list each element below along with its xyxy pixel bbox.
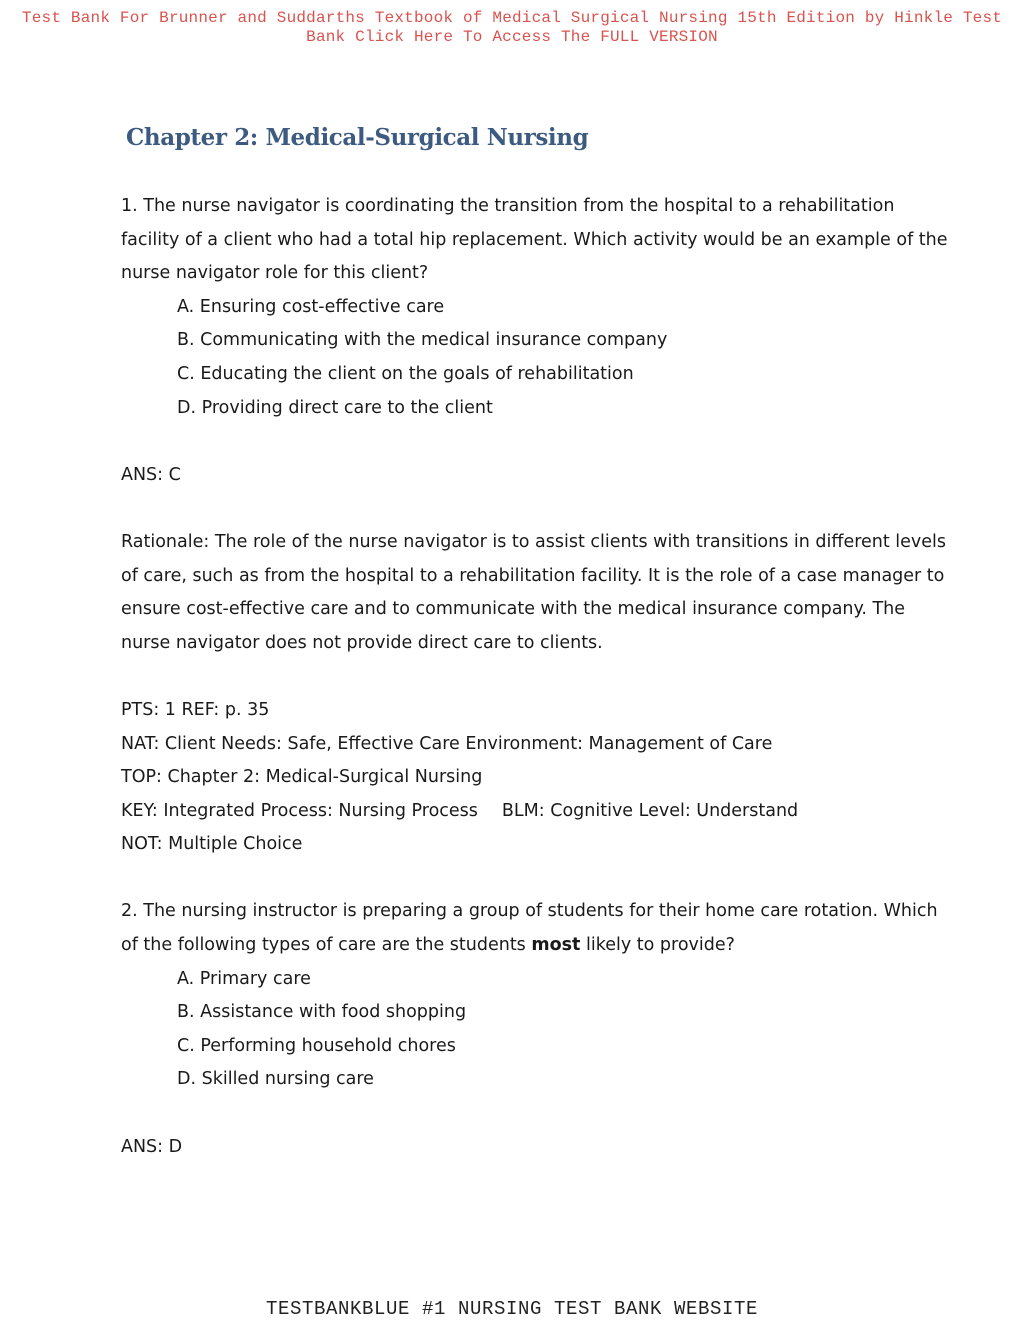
- question-2: [121, 895, 951, 1164]
- q2-option-d: D. Skilled nursing care: [177, 1069, 374, 1090]
- q2-option-b: B. Assistance with food shopping: [177, 1002, 467, 1023]
- q1-nat: NAT: Client Needs: Safe, Effective Care Environment: Management of Care: [121, 733, 773, 754]
- question-2-stem: [121, 895, 951, 962]
- header-access-link[interactable]: Test Bank For Brunner and Suddarths Textbook of Medical Surgical Nursing 15th Edition by Hinkle Test Bank Click Here To Access The FULL VERSION: [21, 9, 1003, 46]
- q1-key: KEY: Integrated Process: Nursing Process: [121, 800, 478, 821]
- q1-top: TOP: Chapter 2: Medical-Surgical Nursing: [121, 767, 483, 788]
- q1-option-a: A. Ensuring cost-effective care: [177, 296, 445, 317]
- q1-option-d: D. Providing direct care to the client: [177, 397, 493, 418]
- footer-text: TESTBANKBLUE #1 NURSING TEST BANK WEBSITE: [265, 1298, 759, 1320]
- q2-option-a: A. Primary care: [177, 968, 311, 989]
- q1-option-c: C. Educating the client on the goals of rehabilitation: [177, 363, 634, 384]
- q1-pts-ref: PTS: 1 REF: p. 35: [121, 699, 270, 720]
- question-1-stem: 1. The nurse navigator is coordinating the transition from the hospital to a rehabilitation facility of a client who had a total hip replacement. Which activity would be an example of the nurse navigator role for this client?: [121, 196, 948, 284]
- q1-answer: ANS: C: [121, 464, 181, 485]
- question-1: [121, 190, 951, 862]
- q1-key-blm-line: [121, 795, 951, 829]
- q1-rationale: Rationale: The role of the nurse navigator is to assist clients with transitions in different levels of care, such as from the hospital to a rehabilitation facility. It is the role of a case manager to ensure cost-effective care and to communicate with the medical insurance company. The nurse navigator does not provide direct care to clients.: [121, 531, 947, 653]
- q2-answer: ANS: D: [121, 1136, 183, 1157]
- question-content: [121, 190, 951, 1164]
- chapter-title: Chapter 2: Medical-Surgical Nursing: [126, 124, 589, 151]
- q2-stem-before: 2. The nursing instructor is preparing a group of students for their home care rotation. Which of the following types of care are the students: [121, 901, 938, 956]
- q1-blm: BLM: Cognitive Level: Understand: [501, 800, 799, 821]
- q1-option-b: B. Communicating with the medical insurance company: [177, 330, 668, 351]
- q1-not: NOT: Multiple Choice: [121, 834, 303, 855]
- q2-option-c: C. Performing household chores: [177, 1035, 456, 1056]
- q2-stem-emphasis: most: [531, 935, 581, 956]
- q2-stem-after: likely to provide?: [580, 935, 735, 956]
